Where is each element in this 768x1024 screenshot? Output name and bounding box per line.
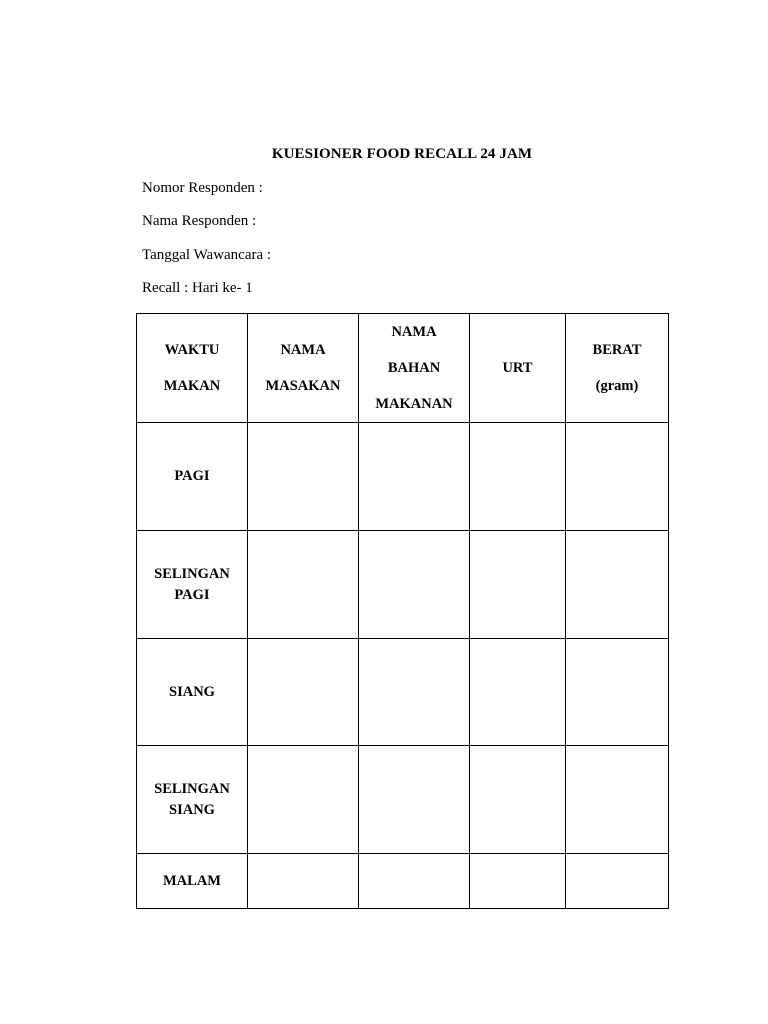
food-recall-table: [136, 313, 669, 909]
row-label-selingan-siang: [137, 746, 248, 854]
row-label-line: MALAM: [163, 872, 221, 889]
interview-date-field: Tanggal Wawancara :: [142, 247, 272, 263]
urt-cell: [470, 639, 566, 746]
header-dish-name-line: MASAKAN: [265, 378, 341, 394]
header-meal-time: [137, 314, 248, 423]
document-title: KUESIONER FOOD RECALL 24 JAM: [271, 146, 533, 162]
dish-cell: [248, 531, 359, 639]
table-row: [137, 423, 669, 531]
dish-cell: [248, 423, 359, 531]
dish-cell: [248, 639, 359, 746]
recall-day-field: Recall : Hari ke- 1: [142, 280, 253, 296]
header-dish-name-line: NAMA: [280, 342, 326, 358]
ingredient-cell: [359, 854, 470, 909]
respondent-name-field: Nama Responden :: [142, 213, 257, 229]
row-label-line: PAGI: [174, 468, 210, 484]
row-label-malam: [137, 854, 248, 909]
weight-cell: [566, 746, 669, 854]
row-label-line: SELINGAN: [154, 565, 230, 582]
header-meal-time-line: WAKTU: [164, 342, 220, 358]
header-dish-name: [248, 314, 359, 423]
header-urt-line: URT: [502, 360, 533, 376]
urt-cell: [470, 746, 566, 854]
header-weight: [566, 314, 669, 423]
ingredient-cell: [359, 531, 470, 639]
urt-cell: [470, 423, 566, 531]
header-ingredient-name: [359, 314, 470, 423]
row-label-line: SELINGAN: [154, 780, 230, 797]
urt-cell: [470, 854, 566, 909]
ingredient-cell: [359, 423, 470, 531]
weight-cell: [566, 423, 669, 531]
header-ingredient-name-line: NAMA: [391, 324, 437, 340]
header-row: [137, 314, 669, 423]
urt-cell: [470, 531, 566, 639]
respondent-number-field: Nomor Responden :: [142, 180, 263, 196]
weight-cell: [566, 854, 669, 909]
row-label-line: PAGI: [174, 586, 210, 603]
row-label-selingan-pagi: [137, 531, 248, 639]
header-meal-time-line: MAKAN: [163, 378, 221, 394]
weight-cell: [566, 639, 669, 746]
row-label-pagi: [137, 423, 248, 531]
header-weight-line: BERAT: [592, 342, 642, 358]
weight-cell: [566, 531, 669, 639]
table-row: [137, 746, 669, 854]
row-label-line: SIANG: [169, 683, 215, 700]
dish-cell: [248, 854, 359, 909]
table-row: [137, 639, 669, 746]
header-weight-line: (gram): [595, 378, 639, 394]
dish-cell: [248, 746, 359, 854]
ingredient-cell: [359, 639, 470, 746]
header-urt: [470, 314, 566, 423]
header-ingredient-name-line: BAHAN: [387, 360, 441, 376]
row-label-siang: [137, 639, 248, 746]
table-row: [137, 854, 669, 909]
ingredient-cell: [359, 746, 470, 854]
header-ingredient-name-line: MAKANAN: [375, 396, 453, 412]
table-row: [137, 531, 669, 639]
row-label-line: SIANG: [169, 801, 215, 818]
